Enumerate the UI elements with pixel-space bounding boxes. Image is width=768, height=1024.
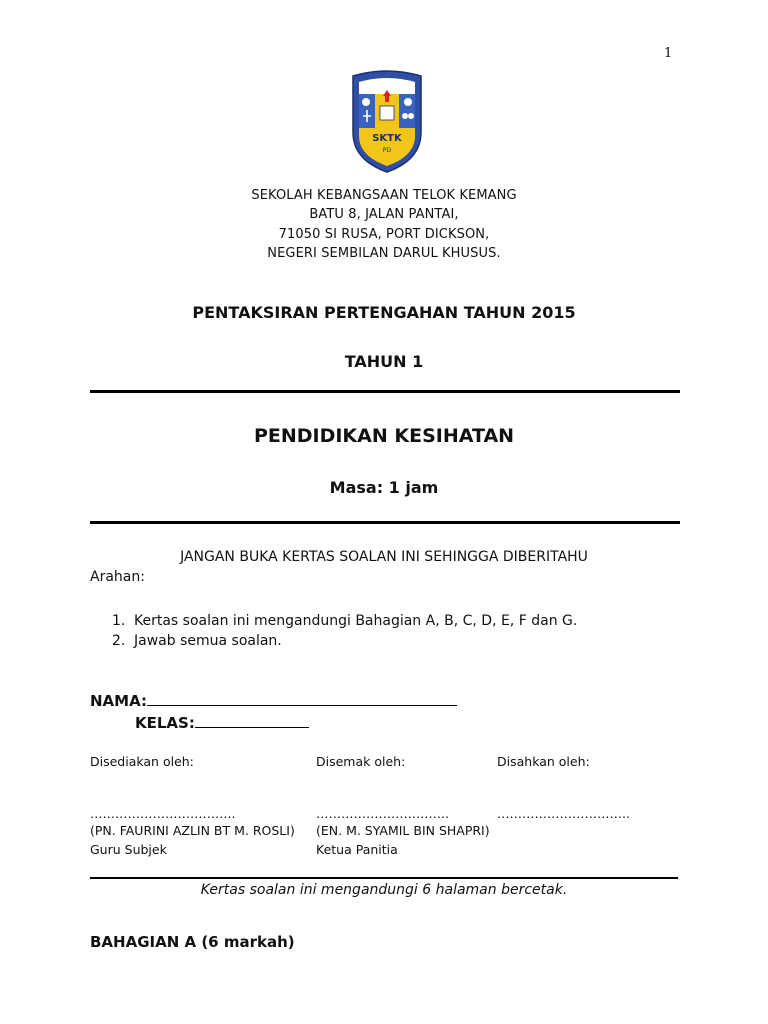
approved-by-signature-line: ………………………….. [497,806,630,821]
school-address-line-2: 71050 SI RUSA, PORT DICKSON, [278,227,490,242]
page-count-note: Kertas soalan ini mengandungi 6 halaman bercetak. [200,882,568,898]
prepared-by-name: (PN. FAURINI AZLIN BT M. ROSLI) [90,823,295,838]
school-name: SEKOLAH KEBANGSAAN TELOK KEMANG [251,188,517,203]
divider-bottom [90,877,678,879]
name-field[interactable] [90,691,457,710]
checked-by-label: Disemak oleh: [316,754,406,769]
divider-top [90,390,680,393]
warning-notice: JANGAN BUKA KERTAS SOALAN INI SEHINGGA DIBERITAHU [180,549,588,565]
prepared-by-label: Disediakan oleh: [90,754,194,769]
checked-by-name: (EN. M. SYAMIL BIN SHAPRI) [316,823,490,838]
class-blank[interactable] [195,713,309,728]
instruction-list [112,611,577,651]
checked-by-signature-line: ………………………….. [316,806,449,821]
instruction-item: 2. Jawab semua soalan. [112,633,282,649]
name-label: NAMA: [90,692,147,710]
exam-year: TAHUN 1 [344,352,424,371]
subject-title: PENDIDIKAN KESIHATAN [253,425,515,447]
divider-middle [90,521,680,524]
school-crest [349,70,425,174]
prepared-by-title: Guru Subjek [90,842,167,857]
class-label: KELAS: [135,714,195,732]
svg-text:PD: PD [382,147,392,154]
approved-by-label: Disahkan oleh: [497,754,590,769]
instruction-item: 1. Kertas soalan ini mengandungi Bahagian A, B, C, D, E, F dan G. [112,613,578,629]
exam-title: PENTAKSIRAN PERTENGAHAN TAHUN 2015 [192,303,576,322]
svg-text:SKTK: SKTK [372,133,402,144]
prepared-by-signature-line: …………………………….. [90,806,236,821]
instructions-heading: Arahan: [90,569,145,585]
class-field[interactable] [135,713,309,732]
name-blank[interactable] [147,691,457,706]
page-number: 1 [664,46,673,61]
school-address-line-1: BATU 8, JALAN PANTAI, [309,207,459,222]
exam-duration: Masa: 1 jam [329,478,439,497]
school-address-line-3: NEGERI SEMBILAN DARUL KHUSUS. [267,246,501,261]
section-heading: BAHAGIAN A (6 markah) [90,933,295,951]
checked-by-title: Ketua Panitia [316,842,398,857]
